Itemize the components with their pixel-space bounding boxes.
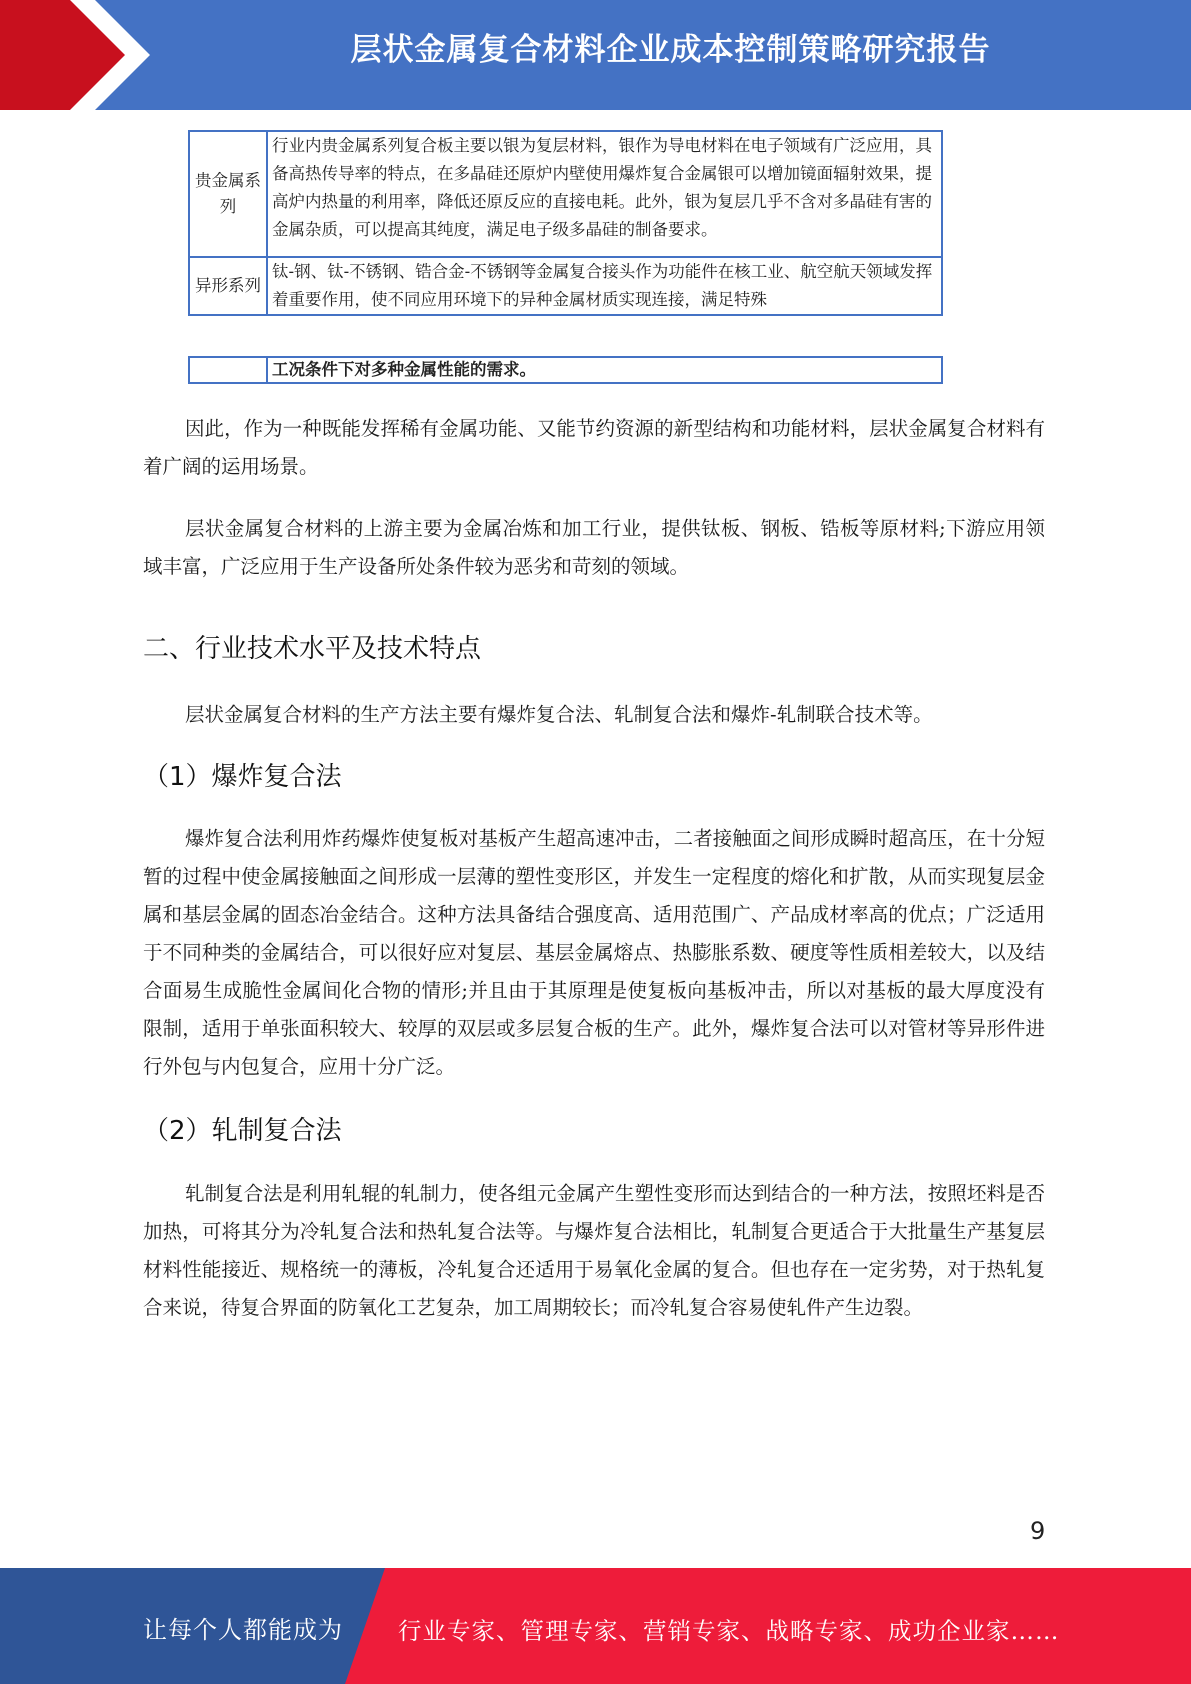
paragraph: 轧制复合法是利用轧辊的轧制力，使各组元金属产生塑性变形而达到结合的一种方法，按照坯料是否加热，可将其分为冷轧复合法和热轧复合法等。与爆炸复合法相比，轧制复合更适合于大批量生产基复层材料性能接近、规格统一的薄板，冷轧复合还适用于易氧化金属的复合。但也存在一定劣势，对于热轧复合来说，待复合界面的防氧化工艺复杂，加工周期较长；而冷轧复合容易使轧件产生边裂。: [143, 1182, 1045, 1319]
material-series-table: [188, 130, 943, 316]
red-chevron-decoration: [0, 0, 150, 110]
paragraph: 层状金属复合材料的生产方法主要有爆炸复合法、轧制复合法和爆炸-轧制联合技术等。: [185, 703, 933, 726]
paragraph: 层状金属复合材料的上游主要为金属冶炼和加工行业，提供钛板、钢板、锆板等原材料;下游应用领域丰富，广泛应用于生产设备所处条件较为恶劣和苛刻的领域。: [143, 517, 1045, 578]
paragraph: 因此，作为一种既能发挥稀有金属功能、又能节约资源的新型结构和功能材料，层状金属复合材料有着广阔的运用场景。: [143, 417, 1045, 478]
category-label: 贵金属系列: [195, 171, 261, 216]
footer-slogan: 让每个人都能成为: [143, 1616, 343, 1644]
subsection-heading: （1）爆炸复合法: [143, 762, 342, 792]
table-row: [189, 257, 942, 315]
table-row: [189, 131, 942, 257]
table-description-cell: 工况条件下对多种金属性能的需求。: [267, 357, 942, 383]
material-series-table-continued: [188, 356, 943, 384]
subsection-heading: （2）轧制复合法: [143, 1116, 342, 1146]
table-row: [189, 357, 942, 383]
footer-roles: 行业专家、管理专家、营销专家、战略专家、成功企业家……: [398, 1617, 1060, 1645]
table-description-cell: 行业内贵金属系列复合板主要以银为复层材料，银作为导电材料在电子领域有广泛应用，具备高热传导率的特点，在多晶硅还原炉内壁使用爆炸复合金属银可以增加镜面辐射效果，提高炉内热量的利用率，降低还原反应的直接电耗。此外，银为复层几乎不含对多晶硅有害的金属杂质，可以提高其纯度，满足电子级多晶硅的制备要求。: [267, 131, 942, 257]
table-description-cell: 钛-钢、钛-不锈钢、锆合金-不锈钢等金属复合接头作为功能件在核工业、航空航天领域发挥着重要作用，使不同应用环境下的异种金属材质实现连接，满足特殊: [267, 257, 942, 315]
page-footer: [0, 1568, 1191, 1684]
table-category-cell: [189, 257, 267, 315]
page-header: [0, 0, 1191, 110]
table-category-cell: [189, 357, 267, 383]
table-category-cell: [189, 131, 267, 257]
section-heading: 二、行业技术水平及技术特点: [143, 634, 482, 664]
category-label: 异形系列: [195, 276, 261, 295]
report-title: 层状金属复合材料企业成本控制策略研究报告: [350, 32, 991, 68]
page-number: 9: [1030, 1517, 1046, 1545]
paragraph: 爆炸复合法利用炸药爆炸使复板对基板产生超高速冲击，二者接触面之间形成瞬时超高压，在十分短暂的过程中使金属接触面之间形成一层薄的塑性变形区，并发生一定程度的熔化和扩散，从而实现复层金属和基层金属的固态冶金结合。这种方法具备结合强度高、适用范围广、产品成材率高的优点；广泛适用于不同种类的金属结合，可以很好应对复层、基层金属熔点、热膨胀系数、硬度等性质相差较大，以及结合面易生成脆性金属间化合物的情形;并且由于其原理是使复板向基板冲击，所以对基板的最大厚度没有限制，适用于单张面积较大、较厚的双层或多层复合板的生产。此外，爆炸复合法可以对管材等异形件进行外包与内包复合，应用十分广泛。: [143, 827, 1045, 1078]
